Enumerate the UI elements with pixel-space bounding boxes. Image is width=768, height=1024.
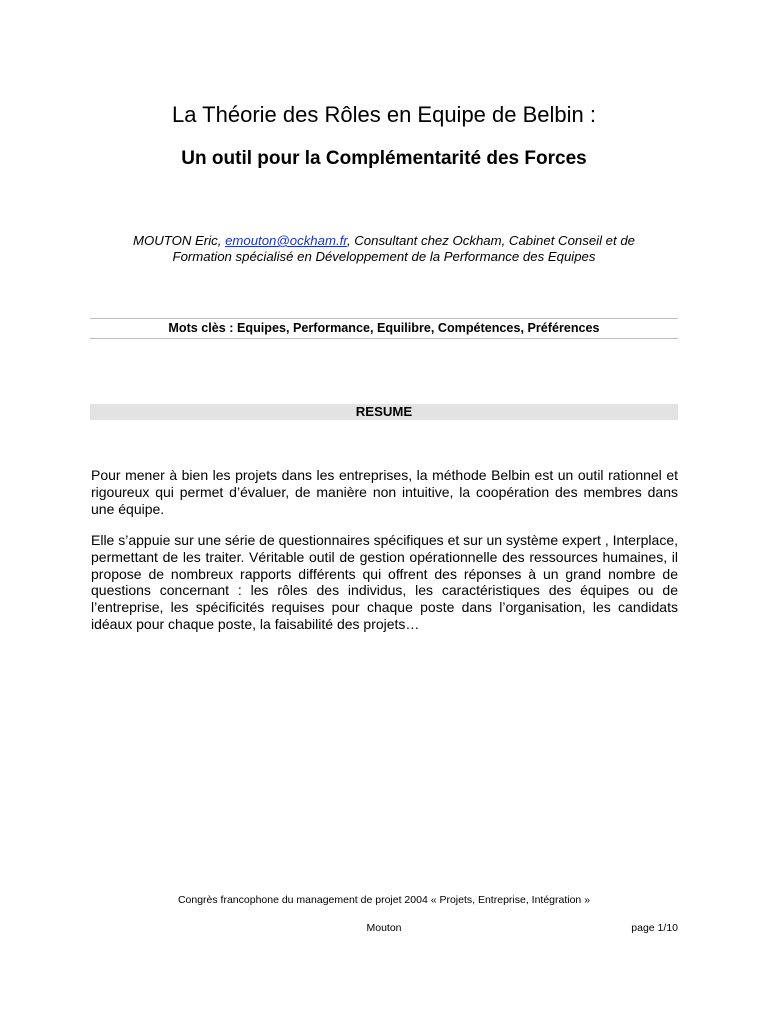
footer-page-number: page 1/10 [631, 922, 678, 934]
author-block [90, 233, 678, 265]
footer-conference: Congrès francophone du management de projet 2004 « Projets, Entreprise, Intégration » [177, 894, 591, 906]
footer-author: Mouton [366, 922, 402, 934]
resume-paragraph-2: Elle s’appuie sur une série de questionnaires spécifiques et sur un système expert , Interplace, permettant de les traiter. Véritable outil de gestion opérationnelle des ressources humaines, il propose de nombreux rapports différents qui offrent des réponses à un grand nombre de questions concernant : les rôles des individus, les caractéristiques des équipes ou de l’entreprise, les spécificités requises pour chaque poste dans l’organisation, les candidats idéaux pour chaque poste, la faisabilité des projets… [91, 532, 678, 632]
resume-heading: RESUME [90, 404, 678, 420]
author-affiliation-line2: Formation spécialisé en Développement de la Performance des Equipes [172, 249, 596, 264]
document-subtitle: Un outil pour la Complémentarité des Forces [181, 148, 587, 169]
author-name: MOUTON Eric, [132, 233, 222, 248]
author-affiliation-line1: , Consultant chez Ockham, Cabinet Conseil et de [346, 233, 636, 248]
document-title: La Théorie des Rôles en Equipe de Belbin : [172, 102, 596, 127]
author-email-link[interactable]: emouton@ockham.fr [225, 233, 347, 248]
resume-paragraph-1: Pour mener à bien les projets dans les entreprises, la méthode Belbin est un outil rationnel et rigoureux qui permet d’évaluer, de manière non intuitive, la coopération des membres dans une équipe. [91, 467, 678, 517]
keywords-bar: Mots clès : Equipes, Performance, Equilibre, Compétences, Préférences [90, 318, 678, 339]
